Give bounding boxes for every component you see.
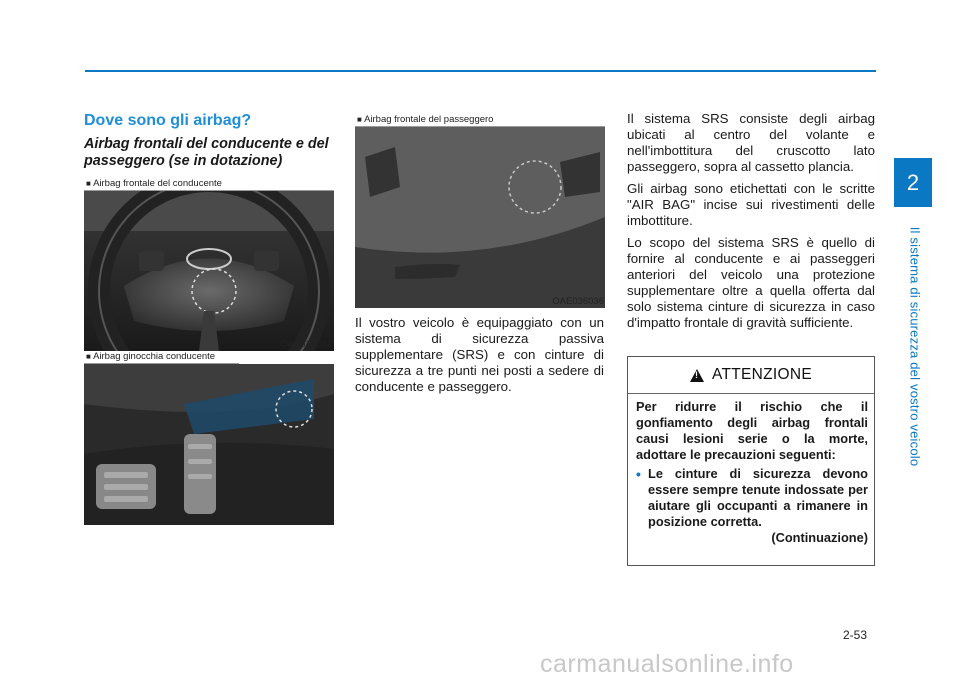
warning-header [628, 357, 874, 393]
warning-intro: Per ridurre il rischio che il gonfiamento degli airbag frontali causi lesioni serie o la morte, adottare le precauzioni seguenti: [636, 399, 868, 462]
warning-divider [628, 393, 874, 394]
warning-bullet-text: Le cinture di sicurezza devono essere sempre tenute indossate per aiutare gli occupanti a rimanere in posizione corretta. [648, 466, 868, 529]
figure-driver-airbag [84, 191, 334, 351]
figure-caption-driver: ■ Airbag frontale del conducente [86, 178, 222, 189]
figure-code-passenger: OAE036036 [552, 296, 604, 307]
paragraph: Il sistema SRS consiste degli airbag ubicati al centro del volante e nell'imbottitura del cruscotto lato passeggero, sopra al cassetto plancia. [627, 111, 875, 174]
warning-bullet [636, 466, 868, 530]
chapter-title-vertical: Il sistema di sicurezza del vostro veicolo [907, 226, 923, 466]
figure-code-driver: OAE036032 [280, 339, 332, 350]
warning-triangle-icon [690, 369, 704, 382]
watermark: carmanualsonline.info [540, 650, 794, 678]
paragraph: Il vostro veicolo è equipaggiato con un sistema di sicurezza passiva supplementare (SRS) e con cinture di sicurezza a tre punti nei posti a sedere di conducente e passeggero. [355, 315, 604, 394]
page-number: 2-53 [843, 628, 868, 642]
figure-passenger-airbag [355, 127, 605, 308]
warning-label: ATTENZIONE [711, 366, 813, 383]
bullet-dot-icon: • [636, 466, 641, 482]
paragraph: Gli airbag sono etichettati con le scritte "AIR BAG" incise sui rivestimenti delle imbottiture. [627, 181, 875, 228]
warning-body [636, 399, 868, 546]
warning-continued: (Continuazione) [771, 530, 868, 545]
warning-box [627, 356, 875, 566]
paragraph: Lo scopo del sistema SRS è quello di fornire al conducente e ai passeggeri anteriori del veicolo una protezione supplementare oltre a quella offerta dal solo sistema cinture di sicurezza in caso d'impatto frontale di gravità sufficiente. [627, 235, 875, 330]
figure-caption-knee: ■ Airbag ginocchia conducente [86, 351, 215, 362]
middle-column-text [355, 315, 604, 401]
section-heading: Dove sono gli airbag? [84, 112, 252, 129]
figure-knee-airbag [84, 364, 334, 525]
chapter-number-tab: 2 [894, 158, 932, 207]
figure-code-knee: OAE036033 [280, 513, 332, 524]
right-column-text [627, 111, 875, 337]
top-rule [85, 70, 876, 72]
figure-caption-passenger: ■ Airbag frontale del passeggero [357, 114, 493, 125]
section-subheading: Airbag frontali del conducente e del passeggero (se in dotazione) [84, 136, 329, 169]
